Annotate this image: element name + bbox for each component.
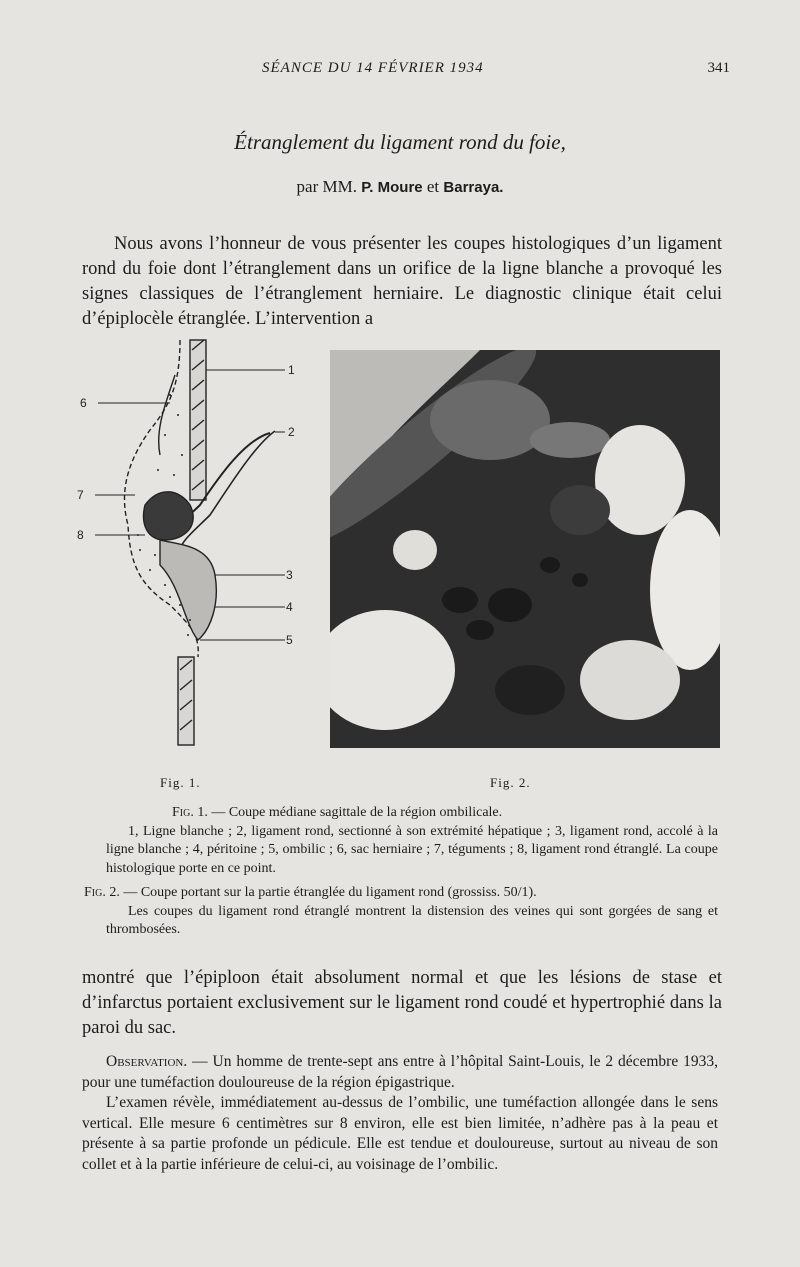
figure-2-micrograph	[330, 350, 720, 748]
fig1-caption-lead: Fig. 1.	[172, 805, 208, 820]
observation-text-1: — Un homme de trente-sept ans entre à l’hôpital Saint-Louis, le 2 décembre 1933, pour une tuméfaction douloureuse de la région épigastrique.	[82, 1053, 718, 1091]
callout-3: 3	[286, 568, 293, 582]
observation-section	[82, 1052, 718, 1175]
figure-2-label: Fig. 2.	[490, 775, 531, 790]
callout-5: 5	[286, 633, 293, 647]
body-paragraph: montré que l’épiploon était absolument normal et que les lésions de stase et d’infarctus portaient exclusivement sur le ligament rond coudé et hypertrophié dans la paroi du sac.	[82, 968, 722, 1038]
figure-1-label: Fig. 1.	[160, 775, 201, 790]
callout-6: 6	[80, 396, 87, 410]
callout-7: 7	[77, 488, 84, 502]
author-moure: P. Moure	[361, 179, 423, 196]
fig1-caption-title: — Coupe médiane sagittale de la région ombilicale.	[207, 805, 503, 820]
fig1-caption-legend: 1, Ligne blanche ; 2, ligament rond, sectionné à son extrémité hépatique ; 3, ligament rond, accolé à la ligne blanche ; 4, péritoine ; 5, ombilic ; 6, sac herniaire ; 7, téguments ; 8, ligament rond étranglé. La coupe histologique porte en ce point.	[106, 823, 718, 876]
callout-4: 4	[286, 600, 293, 614]
authors-prefix: par MM.	[296, 177, 357, 196]
authors-and: et	[426, 177, 440, 196]
observation-lead: Observation.	[106, 1053, 188, 1070]
fig2-caption-legend: Les coupes du ligament rond étranglé montrent la distension des veines qui sont gorgées de sang et thrombosées.	[106, 903, 718, 937]
article-authors	[0, 177, 800, 197]
observation-text-2: L’examen révèle, immédiatement au-dessus de l’ombilic, une tuméfaction allongée dans le sens vertical. Elle mesure 6 centimètres sur 8 environ, elle est bien limitée, n’adhère pas à la peau et présente à sa partie profonde un pédicule. Elle est tendue et douloureuse, surtout au niveau de son collet et à la partie inférieure de celui-ci, au voisinage de l’ombilic.	[82, 1094, 718, 1173]
article-title: Étranglement du ligament rond du foie,	[234, 130, 566, 154]
author-barraya: Barraya.	[443, 179, 504, 196]
figure-1-diagram	[70, 335, 320, 755]
running-header	[0, 60, 800, 84]
fig2-caption-lead: Fig. 2.	[84, 885, 120, 900]
figure-1-caption	[106, 804, 718, 878]
callout-1: 1	[288, 363, 295, 377]
running-title: SÉANCE DU 14 FÉVRIER 1934	[262, 60, 484, 76]
page-number: 341	[707, 60, 730, 76]
fig2-caption-title: — Coupe portant sur la partie étranglée du ligament rond (grossiss. 50/1).	[119, 885, 537, 900]
intro-paragraph: Nous avons l’honneur de vous présenter les coupes histologiques d’un ligament rond du foie dont l’étranglement dans un orifice de la ligne blanche a provoqué les signes classiques de l’étranglement herniaire. Le diagnostic clinique était celui d’épiplocèle étranglée. L’intervention a	[82, 234, 722, 329]
callout-8: 8	[77, 528, 84, 542]
callout-2: 2	[288, 425, 295, 439]
figure-2-caption	[84, 884, 718, 940]
